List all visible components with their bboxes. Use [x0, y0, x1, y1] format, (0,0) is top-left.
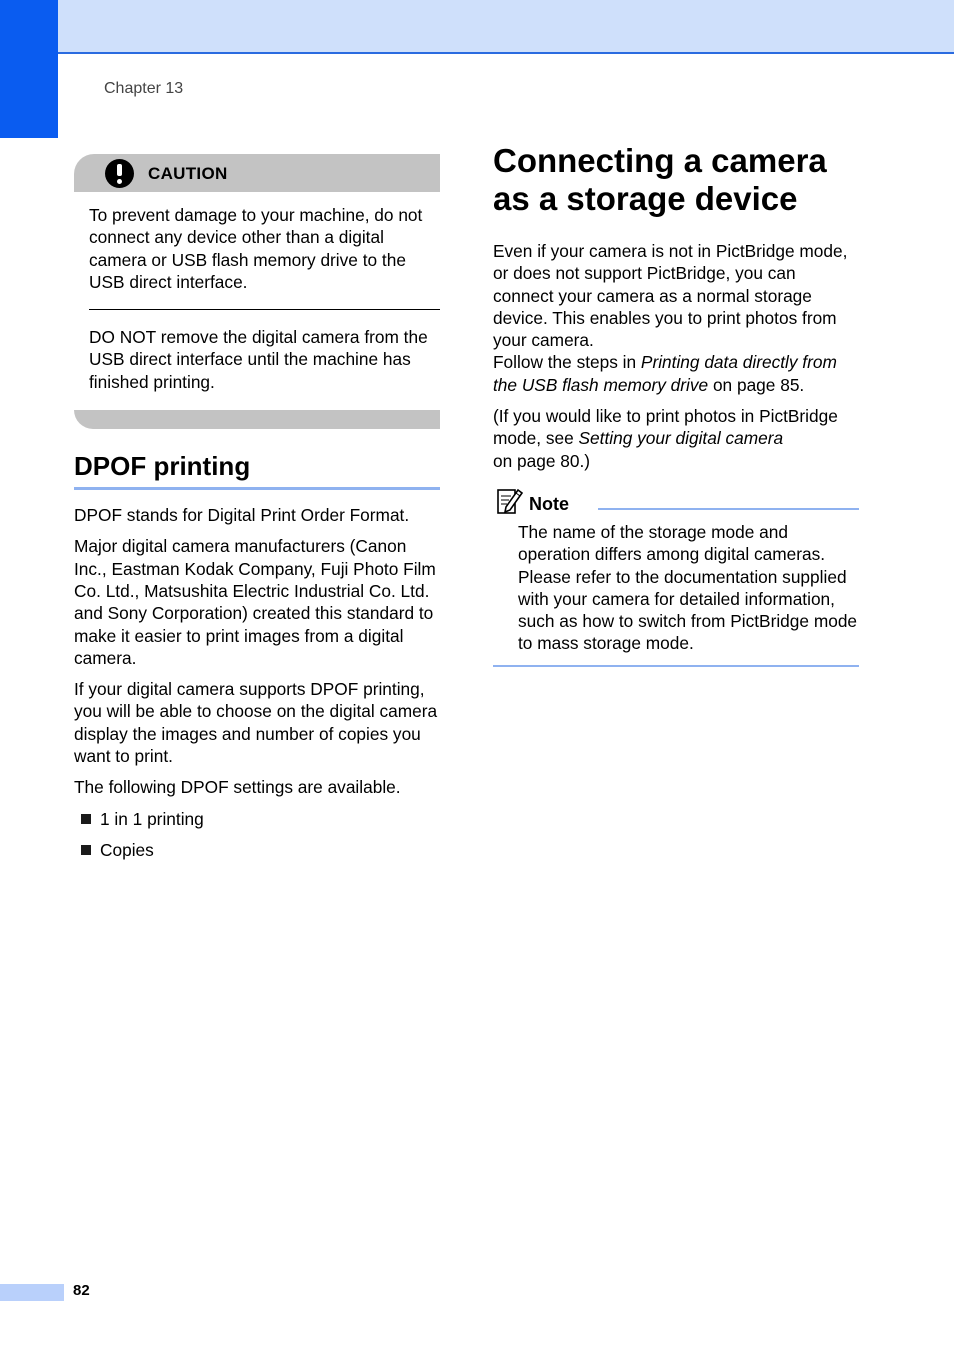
caution-footer — [74, 410, 440, 429]
dpof-heading: DPOF printing — [74, 451, 440, 490]
storage-paragraph-2 — [493, 405, 859, 472]
note-bottom-rule — [493, 665, 859, 667]
left-column — [74, 154, 440, 870]
storage-paragraph-1 — [493, 240, 859, 396]
right-column — [493, 142, 859, 667]
storage-heading-line-2: as a storage device — [493, 180, 798, 217]
storage-follow-prefix: Follow the steps in — [493, 352, 641, 373]
storage-p2-prefix: (If you would like to print photos in PictBridge mode, see — [493, 406, 838, 449]
note-text: The name of the storage mode and operation differs among digital cameras. Please refer to the documentation supplied with your camera for detailed information, such as how to switch from PictBridge mode to mass storage mode. — [518, 521, 858, 654]
link-printing-data-directly[interactable]: Printing data directly from the USB flash memory drive — [493, 352, 837, 395]
storage-p2-suffix: on page 80.) — [493, 450, 591, 471]
note-rule — [598, 508, 859, 510]
page-number: 82 — [73, 1282, 90, 1299]
bullet-square-icon — [81, 845, 91, 855]
bullet-square-icon — [81, 814, 91, 824]
storage-intro: Even if your camera is not in PictBridge mode, or does not support PictBridge, you can connect your camera as a normal storage device. This enables you to print photos from your camera. — [493, 241, 848, 351]
chapter-label: Chapter 13 — [104, 80, 184, 97]
note-label: Note — [529, 493, 569, 514]
note-pencil-icon — [497, 487, 523, 515]
list-item — [74, 808, 440, 830]
chapter-tab — [0, 0, 58, 138]
note-header — [493, 487, 859, 519]
storage-follow-suffix: on page 85. — [708, 374, 805, 395]
list-item-label: Copies — [100, 839, 154, 860]
dpof-paragraph-1: DPOF stands for Digital Print Order Format. — [74, 505, 410, 526]
link-setting-digital-camera[interactable]: Setting your digital camera — [578, 428, 784, 449]
dpof-settings-list — [74, 808, 440, 862]
list-item — [74, 839, 440, 861]
exclamation-icon — [105, 159, 134, 188]
caution-text-2: DO NOT remove the digital camera from the USB direct interface until the machine has finished printing. — [89, 327, 428, 392]
dpof-paragraph-4: The following DPOF settings are available. — [74, 777, 401, 798]
caution-label: CAUTION — [148, 164, 228, 183]
page-number-band — [0, 1284, 64, 1301]
caution-text-1: To prevent damage to your machine, do not connect any device other than a digital camera or USB flash memory drive to the USB direct interface. — [89, 192, 440, 310]
note-box — [493, 487, 859, 667]
storage-heading-line-1: Connecting a camera — [493, 142, 827, 179]
dpof-paragraph-3: If your digital camera supports DPOF printing, you will be able to choose on the digital camera display the images and number of copies you want to print. — [74, 679, 438, 767]
dpof-paragraph-2: Major digital camera manufacturers (Canon Inc., Eastman Kodak Company, Fuji Photo Film Co. Ltd., Matsushita Electric Industrial Co. Ltd. and Sony Corporation) created this standard to make it easier to print images from a digital camera. — [74, 536, 436, 668]
header-band — [0, 0, 954, 54]
storage-heading — [493, 142, 859, 218]
list-item-label: 1 in 1 printing — [100, 808, 204, 829]
caution-header — [74, 154, 440, 192]
